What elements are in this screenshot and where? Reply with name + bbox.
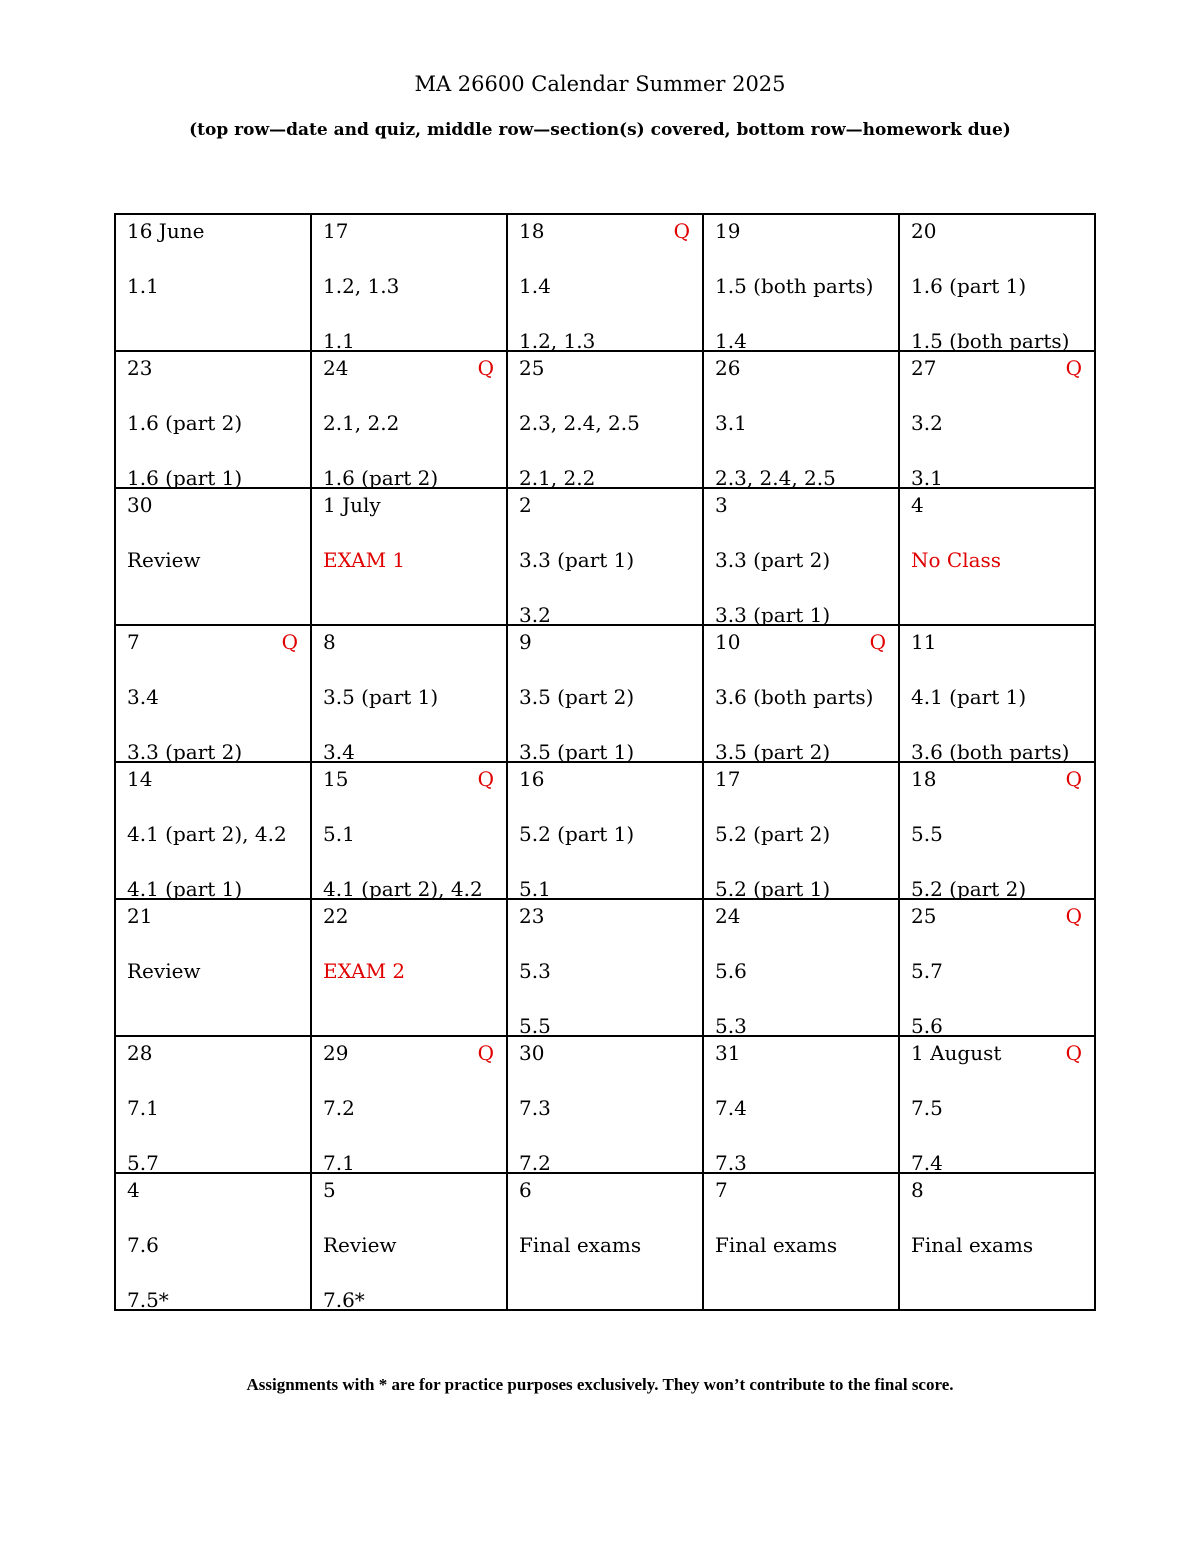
day-homework: 4.1 (part 1) [127, 877, 243, 901]
day-section: Final exams [911, 1233, 1034, 1257]
day-homework: 3.5 (part 2) [715, 740, 831, 764]
day-homework: 2.1, 2.2 [519, 466, 596, 490]
day-section: 3.5 (part 1) [323, 685, 439, 709]
day-homework: 7.3 [715, 1151, 747, 1175]
day-section: EXAM 2 [323, 959, 406, 983]
day-date: 17 [323, 219, 349, 243]
calendar-day-cell [311, 214, 507, 351]
calendar-body [115, 214, 1095, 1310]
day-date: 16 June [127, 219, 205, 243]
quiz-marker: Q [477, 356, 494, 380]
calendar-day-cell [311, 762, 507, 899]
quiz-marker: Q [869, 630, 886, 654]
calendar-day-cell [311, 625, 507, 762]
calendar-day-cell [115, 351, 311, 488]
calendar-day-cell [115, 899, 311, 1036]
day-homework: 1.6 (part 1) [127, 466, 243, 490]
day-section: 2.1, 2.2 [323, 411, 400, 435]
calendar-day-cell [115, 214, 311, 351]
day-section: 5.7 [911, 959, 943, 983]
calendar-day-cell [703, 1036, 899, 1173]
quiz-marker: Q [1065, 767, 1082, 791]
calendar-day-cell [703, 214, 899, 351]
day-section: Review [323, 1233, 397, 1257]
day-homework: 2.3, 2.4, 2.5 [715, 466, 836, 490]
day-date: 8 [323, 630, 336, 654]
day-section: 7.6 [127, 1233, 159, 1257]
day-date: 25 [519, 356, 545, 380]
page-title: MA 26600 Calendar Summer 2025 [414, 72, 786, 96]
day-homework: 5.2 (part 1) [715, 877, 831, 901]
day-date: 9 [519, 630, 532, 654]
calendar-day-cell [899, 1036, 1095, 1173]
day-section: 4.1 (part 2), 4.2 [127, 822, 287, 846]
day-date: 23 [519, 904, 545, 928]
calendar-day-cell [703, 351, 899, 488]
day-date: 24 [323, 356, 349, 380]
calendar-day-cell [507, 214, 703, 351]
day-homework: 3.6 (both parts) [911, 740, 1070, 764]
day-date: 7 [127, 630, 140, 654]
calendar-day-cell [703, 1173, 899, 1310]
day-date: 5 [323, 1178, 336, 1202]
day-section: 3.4 [127, 685, 159, 709]
day-date: 30 [127, 493, 153, 517]
day-section: 4.1 (part 1) [911, 685, 1027, 709]
day-date: 20 [911, 219, 937, 243]
day-homework: 5.2 (part 2) [911, 877, 1027, 901]
day-date: 7 [715, 1178, 728, 1202]
day-homework: 4.1 (part 2), 4.2 [323, 877, 483, 901]
day-date: 21 [127, 904, 153, 928]
day-homework: 5.7 [127, 1151, 159, 1175]
day-homework: 7.6* [323, 1288, 365, 1312]
calendar-day-cell [311, 351, 507, 488]
day-date: 16 [519, 767, 545, 791]
day-date: 19 [715, 219, 741, 243]
calendar-day-cell [115, 1036, 311, 1173]
calendar-day-cell [507, 762, 703, 899]
calendar-day-cell [899, 625, 1095, 762]
calendar-day-cell [899, 214, 1095, 351]
day-section: Final exams [519, 1233, 642, 1257]
day-date: 1 July [323, 493, 381, 517]
day-section: 3.1 [715, 411, 747, 435]
calendar-day-cell [311, 1036, 507, 1173]
calendar-day-cell [703, 625, 899, 762]
calendar-day-cell [703, 899, 899, 1036]
day-section: No Class [911, 548, 1002, 572]
day-date: 10 [715, 630, 741, 654]
day-date: 31 [715, 1041, 741, 1065]
calendar-day-cell [311, 899, 507, 1036]
day-date: 22 [323, 904, 349, 928]
calendar-day-cell [703, 762, 899, 899]
calendar-day-cell [899, 488, 1095, 625]
day-date: 24 [715, 904, 741, 928]
day-date: 6 [519, 1178, 532, 1202]
day-homework: 1.4 [715, 329, 747, 353]
day-section: 5.2 (part 1) [519, 822, 635, 846]
day-section: EXAM 1 [323, 548, 406, 572]
calendar-day-cell [115, 488, 311, 625]
calendar-day-cell [507, 1036, 703, 1173]
day-section: 3.3 (part 1) [519, 548, 635, 572]
day-date: 30 [519, 1041, 545, 1065]
day-section: 7.3 [519, 1096, 551, 1120]
day-homework: 7.5* [127, 1288, 169, 1312]
day-homework: 3.3 (part 1) [715, 603, 831, 627]
calendar-day-cell [507, 899, 703, 1036]
day-section: Review [127, 959, 201, 983]
quiz-marker: Q [281, 630, 298, 654]
day-homework: 7.4 [911, 1151, 943, 1175]
calendar-week-row [115, 351, 1095, 488]
day-section: 1.2, 1.3 [323, 274, 400, 298]
day-date: 18 [519, 219, 545, 243]
day-section: 3.6 (both parts) [715, 685, 874, 709]
calendar-day-cell [507, 625, 703, 762]
day-date: 3 [715, 493, 728, 517]
day-homework: 3.1 [911, 466, 943, 490]
calendar-week-row [115, 1173, 1095, 1310]
day-section: 2.3, 2.4, 2.5 [519, 411, 640, 435]
day-date: 27 [911, 356, 937, 380]
quiz-marker: Q [1065, 904, 1082, 928]
day-date: 15 [323, 767, 349, 791]
day-section: 5.2 (part 2) [715, 822, 831, 846]
day-section: 7.4 [715, 1096, 747, 1120]
day-homework: 3.4 [323, 740, 355, 764]
day-section: 3.2 [911, 411, 943, 435]
quiz-marker: Q [673, 219, 690, 243]
day-section: 7.1 [127, 1096, 159, 1120]
day-section: 1.4 [519, 274, 551, 298]
calendar-table [114, 213, 1096, 1311]
day-section: 1.6 (part 1) [911, 274, 1027, 298]
calendar-day-cell [311, 488, 507, 625]
day-homework: 1.2, 1.3 [519, 329, 596, 353]
day-homework: 5.5 [519, 1014, 551, 1038]
calendar-day-cell [115, 1173, 311, 1310]
day-section: 1.1 [127, 274, 159, 298]
day-date: 11 [911, 630, 937, 654]
day-homework: 7.2 [519, 1151, 551, 1175]
day-date: 14 [127, 767, 153, 791]
day-section: 5.3 [519, 959, 551, 983]
day-homework: 5.6 [911, 1014, 943, 1038]
calendar-day-cell [899, 762, 1095, 899]
day-date: 4 [127, 1178, 140, 1202]
page-subtitle: (top row—date and quiz, middle row—section(s) covered, bottom row—homework due) [189, 120, 1011, 140]
calendar-week-row [115, 1036, 1095, 1173]
day-homework: 5.1 [519, 877, 551, 901]
day-date: 1 August [911, 1041, 1002, 1065]
day-section: 5.6 [715, 959, 747, 983]
day-homework: 1.6 (part 2) [323, 466, 439, 490]
calendar-day-cell [507, 488, 703, 625]
quiz-marker: Q [1065, 1041, 1082, 1065]
day-date: 25 [911, 904, 937, 928]
day-homework: 3.5 (part 1) [519, 740, 635, 764]
footnote: Assignments with * are for practice purposes exclusively. They won’t contribute to the final score. [246, 1375, 954, 1394]
day-section: Final exams [715, 1233, 838, 1257]
day-section: 5.1 [323, 822, 355, 846]
day-date: 29 [323, 1041, 349, 1065]
day-date: 23 [127, 356, 153, 380]
day-section: 1.6 (part 2) [127, 411, 243, 435]
calendar-day-cell [115, 625, 311, 762]
quiz-marker: Q [477, 1041, 494, 1065]
day-homework: 3.2 [519, 603, 551, 627]
calendar-week-row [115, 899, 1095, 1036]
day-date: 2 [519, 493, 532, 517]
calendar-day-cell [899, 899, 1095, 1036]
day-section: 3.3 (part 2) [715, 548, 831, 572]
day-section: 1.5 (both parts) [715, 274, 874, 298]
calendar-day-cell [899, 351, 1095, 488]
day-date: 28 [127, 1041, 153, 1065]
day-section: 7.2 [323, 1096, 355, 1120]
day-date: 26 [715, 356, 741, 380]
day-homework: 3.3 (part 2) [127, 740, 243, 764]
calendar-day-cell [703, 488, 899, 625]
calendar-week-row [115, 214, 1095, 351]
day-date: 17 [715, 767, 741, 791]
quiz-marker: Q [1065, 356, 1082, 380]
quiz-marker: Q [477, 767, 494, 791]
calendar-week-row [115, 625, 1095, 762]
day-section: 7.5 [911, 1096, 943, 1120]
calendar-day-cell [311, 1173, 507, 1310]
day-date: 4 [911, 493, 924, 517]
day-homework: 1.1 [323, 329, 355, 353]
calendar-day-cell [507, 1173, 703, 1310]
day-section: 3.5 (part 2) [519, 685, 635, 709]
day-date: 18 [911, 767, 937, 791]
day-homework: 1.5 (both parts) [911, 329, 1070, 353]
calendar-day-cell [115, 762, 311, 899]
day-date: 8 [911, 1178, 924, 1202]
calendar-day-cell [507, 351, 703, 488]
calendar-day-cell [899, 1173, 1095, 1310]
day-section: 5.5 [911, 822, 943, 846]
day-homework: 5.3 [715, 1014, 747, 1038]
calendar-week-row [115, 488, 1095, 625]
day-section: Review [127, 548, 201, 572]
calendar-week-row [115, 762, 1095, 899]
day-homework: 7.1 [323, 1151, 355, 1175]
